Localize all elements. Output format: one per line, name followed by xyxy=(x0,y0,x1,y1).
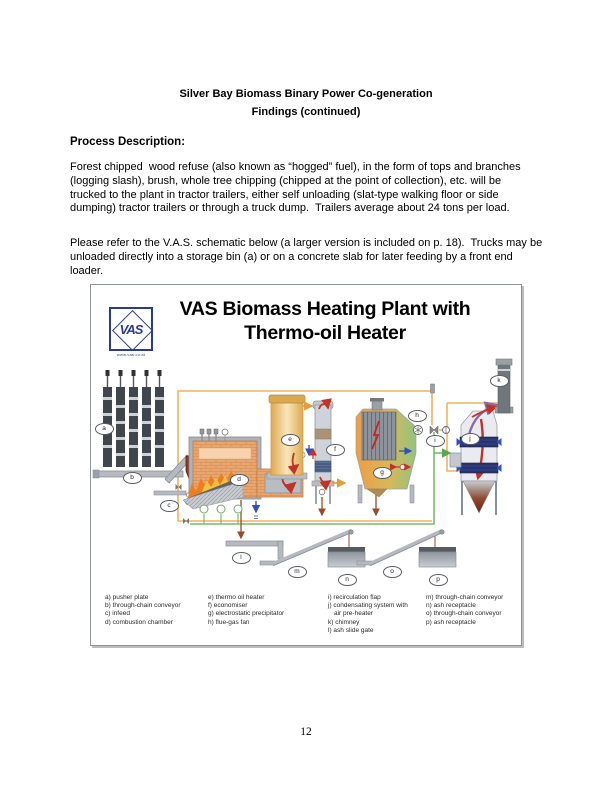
paragraph-line: loader. xyxy=(70,264,104,277)
vas-logo-text: VAS xyxy=(119,322,143,337)
label-c: c xyxy=(160,500,179,513)
legend-item: o) through-chain conveyor xyxy=(426,610,502,618)
legend-column-2 xyxy=(208,594,284,627)
legend-column-3 xyxy=(328,594,408,635)
label-l: l xyxy=(232,552,251,565)
label-j: j xyxy=(461,433,480,446)
label-o: o xyxy=(383,566,402,579)
legend-item: g) electrostatic precipitator xyxy=(208,610,285,618)
label-m: m xyxy=(288,566,307,579)
paragraph-1 xyxy=(70,161,521,216)
label-k: k xyxy=(490,375,509,388)
vas-logo-url: www.vas.co.at xyxy=(116,352,146,357)
document-title-line1: Silver Bay Biomass Binary Power Co-generation xyxy=(179,88,433,100)
vas-schematic-figure xyxy=(90,284,522,646)
label-d: d xyxy=(230,474,249,487)
legend-item: m) through-chain conveyor xyxy=(426,594,504,601)
document-title-line2: Findings (continued) xyxy=(251,106,361,118)
legend-column-4 xyxy=(426,594,503,627)
paragraph-line: trucked to the plant in tractor trailers, either self unloading (slat-type walking floor or side xyxy=(70,188,499,201)
label-f: f xyxy=(326,444,345,457)
legend-item: p) ash receptacle xyxy=(426,618,476,626)
electrostatic-precipitator xyxy=(356,398,416,503)
legend-item: f) economiser xyxy=(208,602,248,610)
legend-item: e) thermo oil heater xyxy=(208,594,265,601)
flue-gas-fan xyxy=(414,426,423,435)
paragraph-2 xyxy=(70,237,542,278)
label-i: i xyxy=(426,435,445,448)
condensating-system xyxy=(450,405,502,515)
legend-item: h) flue-gas fan xyxy=(208,618,250,626)
paragraph-line: unloaded directly into a storage bin (a) or on a concrete slab for later feeding by a front end xyxy=(70,250,513,263)
combustion-chamber xyxy=(183,429,261,513)
plant-diagram xyxy=(91,285,521,645)
legend-item: b) through-chain conveyor xyxy=(105,602,181,610)
paragraph-line: (logging slash), brush, whole tree chipping (chipped at the point of collection), etc. will be xyxy=(70,174,502,187)
label-g: g xyxy=(373,467,392,480)
document-title xyxy=(0,85,612,121)
legend-item: n) ash receptacle xyxy=(426,602,476,610)
label-b: b xyxy=(123,472,142,485)
paragraph-line: Please refer to the V.A.S. schematic below (a larger version is included on p. 18). Trucks may be xyxy=(70,237,543,249)
legend-item: l) ash slide gate xyxy=(328,626,374,634)
page-number: 12 xyxy=(300,726,312,738)
legend-item: a) pusher plate xyxy=(105,594,149,601)
legend-item: i) recirculation flap xyxy=(328,594,381,601)
grate-motors xyxy=(200,505,242,513)
section-heading: Process Description: xyxy=(70,136,186,148)
label-a: a xyxy=(95,423,114,436)
legend-item: d) combustion chamber xyxy=(105,618,173,626)
label-e: e xyxy=(281,434,300,447)
ash-receptacle-p xyxy=(419,547,456,567)
legend-item: k) chimney xyxy=(328,618,360,626)
paragraph-line: Forest chipped wood refuse (also known as “hogged” fuel), in the form of tops and branches xyxy=(70,161,521,173)
paragraph-line: dumping) tractor trailers or through a truck dump. Trailers average about 24 tons per load. xyxy=(70,202,510,215)
legend-item: c) infeed xyxy=(105,610,130,618)
schematic-title-line1: VAS Biomass Heating Plant with xyxy=(179,298,471,320)
legend-item: j) condensating system with xyxy=(328,602,408,610)
schematic-title-line2: Thermo-oil Heater xyxy=(244,322,406,344)
label-h: h xyxy=(408,410,427,423)
label-p: p xyxy=(429,574,448,587)
label-n: n xyxy=(338,574,357,587)
legend-item: air pre-heater xyxy=(334,610,374,618)
legend-column-1 xyxy=(105,594,181,627)
flow-arrows xyxy=(254,501,258,519)
pusher-plate xyxy=(103,370,164,467)
